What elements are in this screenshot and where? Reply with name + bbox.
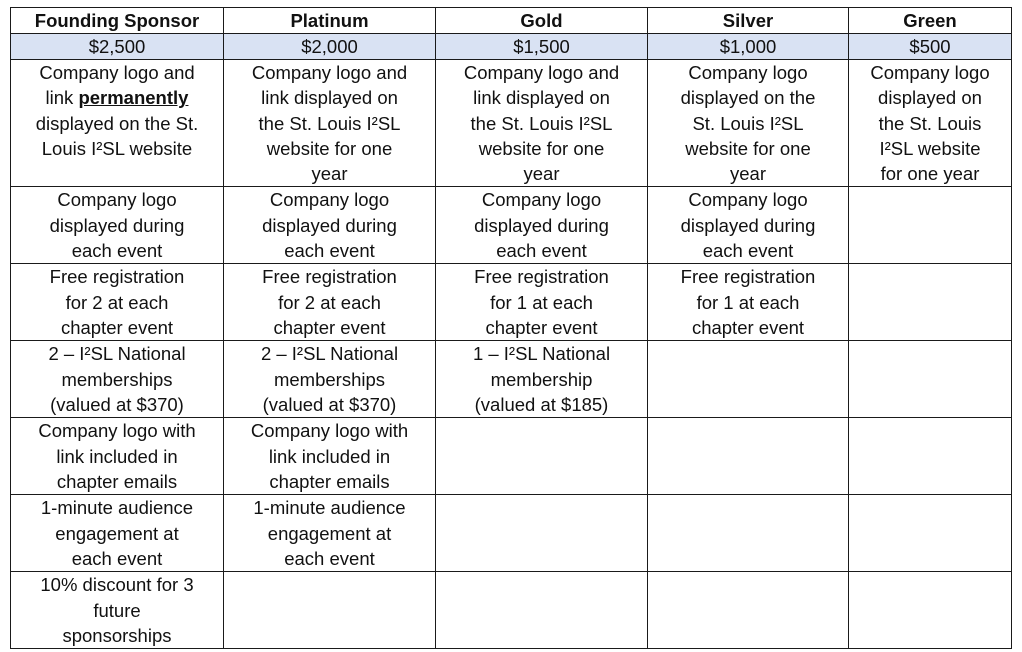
benefit-cell-empty bbox=[849, 495, 1012, 572]
benefit-text: 2 – I²SL National memberships (valued at $370) bbox=[48, 343, 186, 416]
tier-header-founding: Founding Sponsor bbox=[11, 8, 224, 34]
benefit-cell bbox=[224, 418, 436, 495]
benefit-cell bbox=[648, 60, 849, 187]
benefit-text: Company logo displayed during each event bbox=[680, 189, 816, 262]
benefit-text: Company logo with link included in chapter emails bbox=[250, 420, 409, 493]
benefit-cell bbox=[11, 341, 224, 418]
benefit-cell bbox=[436, 60, 648, 187]
benefit-cell bbox=[224, 60, 436, 187]
benefit-cell bbox=[849, 60, 1012, 187]
price-silver: $1,000 bbox=[648, 34, 849, 60]
benefit-row-memberships bbox=[11, 341, 1012, 418]
benefit-text: Company logo displayed during each event bbox=[49, 189, 185, 262]
benefit-text: 1-minute audience engagement at each event bbox=[253, 497, 406, 570]
benefit-text: Free registration for 1 at each chapter event bbox=[680, 266, 816, 339]
tier-header-silver: Silver bbox=[648, 8, 849, 34]
benefit-cell bbox=[224, 495, 436, 572]
benefit-text: Free registration for 2 at each chapter event bbox=[49, 266, 185, 339]
sponsorship-table-container bbox=[10, 7, 1012, 649]
benefit-text: Company logo and link displayed on the St. Louis I²SL website for one year bbox=[463, 62, 620, 185]
benefit-text: 2 – I²SL National memberships (valued at $370) bbox=[260, 343, 399, 416]
tier-header-green: Green bbox=[849, 8, 1012, 34]
benefit-cell bbox=[11, 418, 224, 495]
benefit-text: Company logo with link included in chapter emails bbox=[38, 420, 196, 493]
benefit-text: 1-minute audience engagement at each event bbox=[40, 497, 194, 570]
benefit-text: Free registration for 1 at each chapter event bbox=[474, 266, 609, 339]
sponsorship-tiers-table bbox=[10, 7, 1012, 649]
price-founding: $2,500 bbox=[11, 34, 224, 60]
benefit-cell-empty bbox=[849, 341, 1012, 418]
benefit-cell-empty bbox=[648, 341, 849, 418]
tier-header-gold: Gold bbox=[436, 8, 648, 34]
benefit-cell bbox=[648, 187, 849, 264]
benefit-row-website-logo bbox=[11, 60, 1012, 187]
emphasis-text: permanently bbox=[78, 87, 189, 109]
benefit-cell-empty bbox=[224, 572, 436, 649]
benefit-cell bbox=[436, 264, 648, 341]
benefit-cell bbox=[648, 264, 849, 341]
benefit-cell-empty bbox=[648, 418, 849, 495]
benefit-cell bbox=[11, 572, 224, 649]
benefit-text: 1 – I²SL National membership (valued at $185) bbox=[472, 343, 611, 416]
benefit-cell-empty bbox=[648, 572, 849, 649]
benefit-cell-empty bbox=[436, 418, 648, 495]
benefit-text: Company logo displayed on the St. Louis I²SL website for one year bbox=[870, 62, 990, 185]
benefit-text: Company logo and link displayed on the St. Louis I²SL website for one year bbox=[251, 62, 408, 185]
benefit-cell-empty bbox=[648, 495, 849, 572]
benefit-cell-empty bbox=[849, 264, 1012, 341]
benefit-cell bbox=[436, 187, 648, 264]
benefit-text: 10% discount for 3 future sponsorships bbox=[40, 574, 194, 647]
benefit-row-audience-engagement bbox=[11, 495, 1012, 572]
benefit-text: Company logo displayed during each event bbox=[474, 189, 609, 262]
price-gold: $1,500 bbox=[436, 34, 648, 60]
benefit-text: Company logo displayed during each event bbox=[262, 189, 397, 262]
benefit-text: Company logo displayed on the St. Louis I²SL website for one year bbox=[680, 62, 816, 185]
benefit-row-free-registration bbox=[11, 264, 1012, 341]
benefit-text: Free registration for 2 at each chapter event bbox=[262, 266, 397, 339]
benefit-cell-empty bbox=[849, 418, 1012, 495]
benefit-row-discount bbox=[11, 572, 1012, 649]
benefit-cell-empty bbox=[436, 572, 648, 649]
price-platinum: $2,000 bbox=[224, 34, 436, 60]
benefit-cell bbox=[11, 60, 224, 187]
benefit-cell bbox=[11, 187, 224, 264]
price-row bbox=[11, 34, 1012, 60]
benefit-cell bbox=[224, 264, 436, 341]
price-green: $500 bbox=[849, 34, 1012, 60]
benefit-cell bbox=[11, 495, 224, 572]
benefit-cell bbox=[224, 341, 436, 418]
benefit-row-event-logo bbox=[11, 187, 1012, 264]
benefit-cell bbox=[11, 264, 224, 341]
tier-header-row bbox=[11, 8, 1012, 34]
benefit-cell-empty bbox=[849, 187, 1012, 264]
benefit-cell bbox=[224, 187, 436, 264]
benefit-cell-empty bbox=[436, 495, 648, 572]
benefit-cell-empty bbox=[849, 572, 1012, 649]
tier-header-platinum: Platinum bbox=[224, 8, 436, 34]
benefit-row-chapter-emails bbox=[11, 418, 1012, 495]
benefit-cell bbox=[436, 341, 648, 418]
benefit-text: Company logo and link permanently displayed on the St. Louis I²SL website bbox=[35, 62, 199, 159]
